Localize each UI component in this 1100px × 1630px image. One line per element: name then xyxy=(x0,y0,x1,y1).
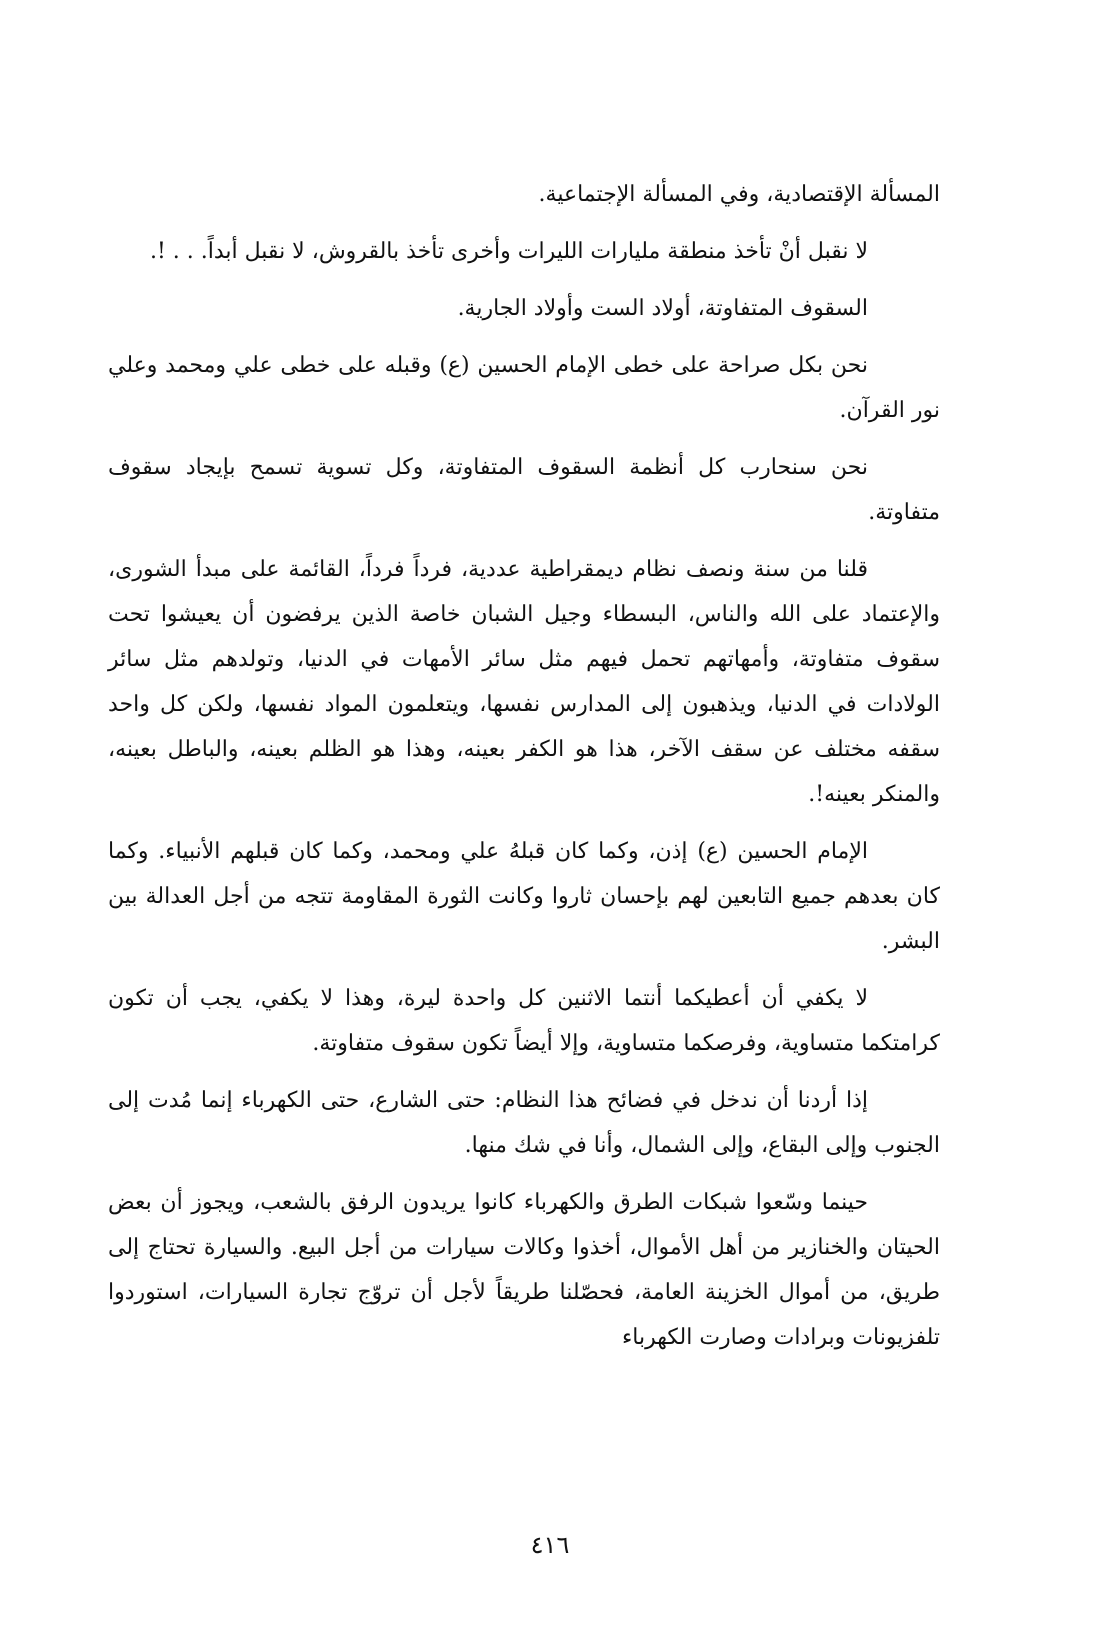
paragraph-6: قلنا من سنة ونصف نظام ديمقراطية عددية، فرداً فرداً، القائمة على مبدأ الشورى، والإعتماد على الله والناس، البسطاء وجيل الشبان خاصة الذين يرفضون أن يعيشوا تحت سقوف متفاوتة، وأمهاتهم تحمل فيهم مثل سائر الأمهات في الدنيا، وتولدهم مثل سائر الولادات في الدنيا، ويذهبون إلى المدارس نفسها، ويتعلمون المواد نفسها، ولكن كل واحد سقفه مختلف عن سقف الآخر، هذا هو الكفر بعينه، وهذا هو الظلم بعينه، والباطل بعينه، والمنكر بعينه!. xyxy=(108,557,940,807)
paragraph-3: السقوف المتفاوتة، أولاد الست وأولاد الجارية. xyxy=(457,296,868,321)
page-number: ٤١٦ xyxy=(530,1531,570,1559)
paragraph-9: إذا أردنا أن ندخل في فضائح هذا النظام: حتى الشارع، حتى الكهرباء إنما مُدت إلى الجنوب وإلى البقاع، وإلى الشمال، وأنا في شك منها. xyxy=(108,1088,940,1158)
paragraph-8: لا يكفي أن أعطيكما أنتما الاثنين كل واحدة ليرة، وهذا لا يكفي، يجب أن تكون كرامتكما متساوية، وفرصكما متساوية، وإلا أيضاً تكون سقوف متفاوتة. xyxy=(108,986,940,1056)
paragraph-4: نحن بكل صراحة على خطى الإمام الحسين (ع) وقبله على خطى علي ومحمد وعلي نور القرآن. xyxy=(108,353,940,423)
paragraph-7: الإمام الحسين (ع) إذن، وكما كان قبلهُ علي ومحمد، وكما كان قبلهم الأنبياء. وكما كان بعدهم جميع التابعين لهم بإحسان ثاروا وكانت الثورة المقاومة تتجه من أجل العدالة بين البشر. xyxy=(108,839,940,954)
paragraph-5: نحن سنحارب كل أنظمة السقوف المتفاوتة، وكل تسوية تسمح بإيجاد سقوف متفاوتة. xyxy=(108,455,940,525)
paragraph-10: حينما وسّعوا شبكات الطرق والكهرباء كانوا يريدون الرفق بالشعب، ويجوز أن بعض الحيتان والخنازير من أهل الأموال، أخذوا وكالات سيارات من أجل البيع. والسيارة تحتاج إلى طريق، من أموال الخزينة العامة، فحصّلنا طريقاً لأجل أن تروّج تجارة السيارات، استوردوا تلفزيونات وبرادات وصارت الكهرباء xyxy=(108,1190,940,1350)
paragraph-2: لا نقبل أنْ تأخذ منطقة مليارات الليرات وأخرى تأخذ بالقروش، لا نقبل أبداً. . . !. xyxy=(149,239,868,264)
paragraph-1: المسألة الإقتصادية، وفي المسألة الإجتماعية. xyxy=(538,182,940,207)
page-body-text xyxy=(108,172,940,1372)
